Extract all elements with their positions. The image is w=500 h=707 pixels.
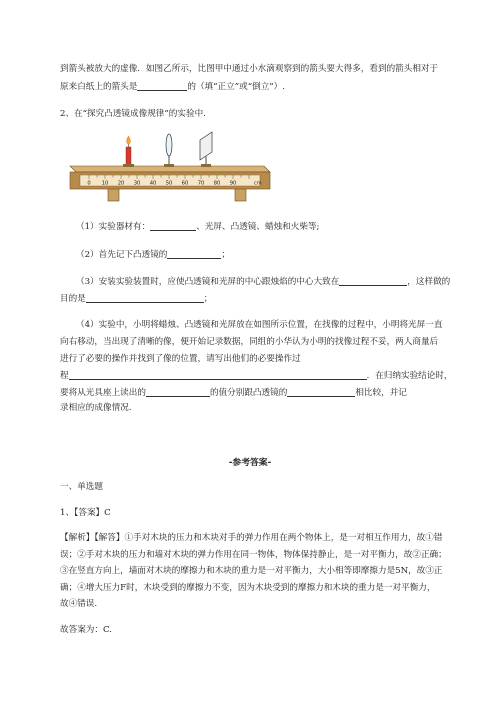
ruler-tick-label: 20 xyxy=(117,180,125,187)
q1-line-2-end: 的（填“正立”或“倒立”）. xyxy=(187,82,286,92)
q2-blank-focal[interactable] xyxy=(167,249,221,259)
q1-line-1: 到箭头被放大的虚像．如图乙所示，比图甲中通过小水滴观察到的箭头要大得多，看到的箭头相对于 xyxy=(60,64,439,74)
optical-bench-svg xyxy=(60,128,280,210)
q2-part-1 xyxy=(76,221,319,233)
explanation-line-2: 误；②手对木块的压力和墙对木块的弹力作用在同一物体，物体保持静止，是一对平衡力，故②正确； xyxy=(60,550,447,560)
ruler-tick-label: 10 xyxy=(101,180,109,187)
q2-part-3-purpose: 目的是 xyxy=(60,294,86,304)
q2-part-3-start: （3）安装实验装置时，应使凸透镜和光屏的中心跟烛焰的中心大致在 xyxy=(76,277,340,287)
light-screen xyxy=(200,132,212,167)
optical-bench-figure xyxy=(60,128,280,210)
candle xyxy=(123,136,134,167)
q2-blank-equipment[interactable] xyxy=(150,221,196,231)
ruler-tick-label: 30 xyxy=(133,180,141,187)
q2-part-4-line-4 xyxy=(60,370,453,382)
convex-lens xyxy=(164,134,174,167)
q2-blank-distance[interactable] xyxy=(146,387,210,397)
answer-item-1: 1、【答案】C xyxy=(60,508,111,518)
q1-line-2-start: 原来白纸上的箭头是 xyxy=(60,82,138,92)
ruler-tick-label: 50 xyxy=(165,180,173,187)
answers-section-title: 一、单选题 xyxy=(60,482,103,492)
answers-heading: -参考答案- xyxy=(228,458,272,468)
q2-part-2-end: ； xyxy=(221,250,231,260)
q2-title: 2、在“探究凸透镜成像规律”的实验中. xyxy=(60,109,206,119)
q2-part-3-line-1 xyxy=(76,276,450,288)
q2-part-1-start: （1）实验器材有： xyxy=(76,222,151,232)
q2-part-4-line-3: 进行了必要的操作并找到了像的位置，请写出他们的必要操作过 xyxy=(60,354,301,364)
candle-flame xyxy=(127,136,131,145)
q2-part-3-mid: ，这样做的 xyxy=(407,277,451,287)
q2-blank-lens-property[interactable] xyxy=(287,387,355,397)
ruler-tick-label: 40 xyxy=(149,180,157,187)
q2-part-4-line-5-b: 的值分别跟凸透镜的 xyxy=(209,388,288,398)
explanation-line-4: 确；④增大压力F时，木块受到的摩擦力不变，因为木块受到的摩擦力和木块的重力是一对平衡力， xyxy=(60,583,436,593)
bench-foot-right xyxy=(235,188,246,201)
q2-blank-procedure[interactable] xyxy=(69,370,367,380)
q2-blank-height[interactable] xyxy=(339,276,407,286)
explanation-line-3: ③在竖直方向上，墙面对木块的摩擦力和木块的重力是一对平衡力，大小相等即摩擦力是5N，故③正 xyxy=(60,566,443,576)
q2-part-4-line-2: 向右移动，当出现了清晰的像，便开始记录数据，同组的小华认为小明的找像过程不妥，两人商量后 xyxy=(60,337,439,347)
q1-line-2 xyxy=(60,81,285,93)
q2-part-3-end: ； xyxy=(203,294,213,304)
q2-part-3-line-2 xyxy=(60,293,212,305)
ruler-tick-label: 0 xyxy=(87,180,91,187)
ruler-tick-label: 70 xyxy=(197,180,205,187)
q1-answer-blank[interactable] xyxy=(137,81,187,91)
q2-blank-purpose[interactable] xyxy=(86,293,204,303)
q2-part-2-start: （2）首先记下凸透镜的 xyxy=(76,250,168,260)
q2-part-2 xyxy=(76,249,230,261)
q2-part-1-end: 、光屏、凸透镜、蜡烛和火柴等; xyxy=(196,222,320,232)
ruler-unit: cm xyxy=(254,180,262,187)
q2-part-4-line-5-a: 要将从光具座上读出的 xyxy=(60,388,146,398)
bench-foot-left xyxy=(108,188,119,201)
q2-part-4-line-4-end: ．在归纳实验结论时， xyxy=(366,371,453,381)
explanation-line-1: 【解析】【解答】①手对木块的压力和木块对手的弹力作用在两个物体上，是一对相互作用力，故①错 xyxy=(60,533,443,543)
ruler-tick-label: 90 xyxy=(229,180,237,187)
q2-part-4-line-5 xyxy=(60,387,407,399)
answer-conclusion: 故答案为：C. xyxy=(60,625,112,635)
q2-part-4-line-5-c: 相比较，并记 xyxy=(355,388,407,398)
q2-part-4-line-1: （4）实验中，小明将蜡烛、凸透镜和光屏放在如图所示位置，在找像的过程中，小明将光屏一直 xyxy=(76,320,443,330)
explanation-line-5: 故④错误. xyxy=(60,599,98,609)
q2-part-4-line-6: 录相应的成像情况. xyxy=(60,403,132,413)
q2-part-4-line-4-start: 程 xyxy=(60,371,69,381)
ruler-tick-label: 80 xyxy=(213,180,221,187)
ruler-tick-label: 60 xyxy=(181,180,189,187)
